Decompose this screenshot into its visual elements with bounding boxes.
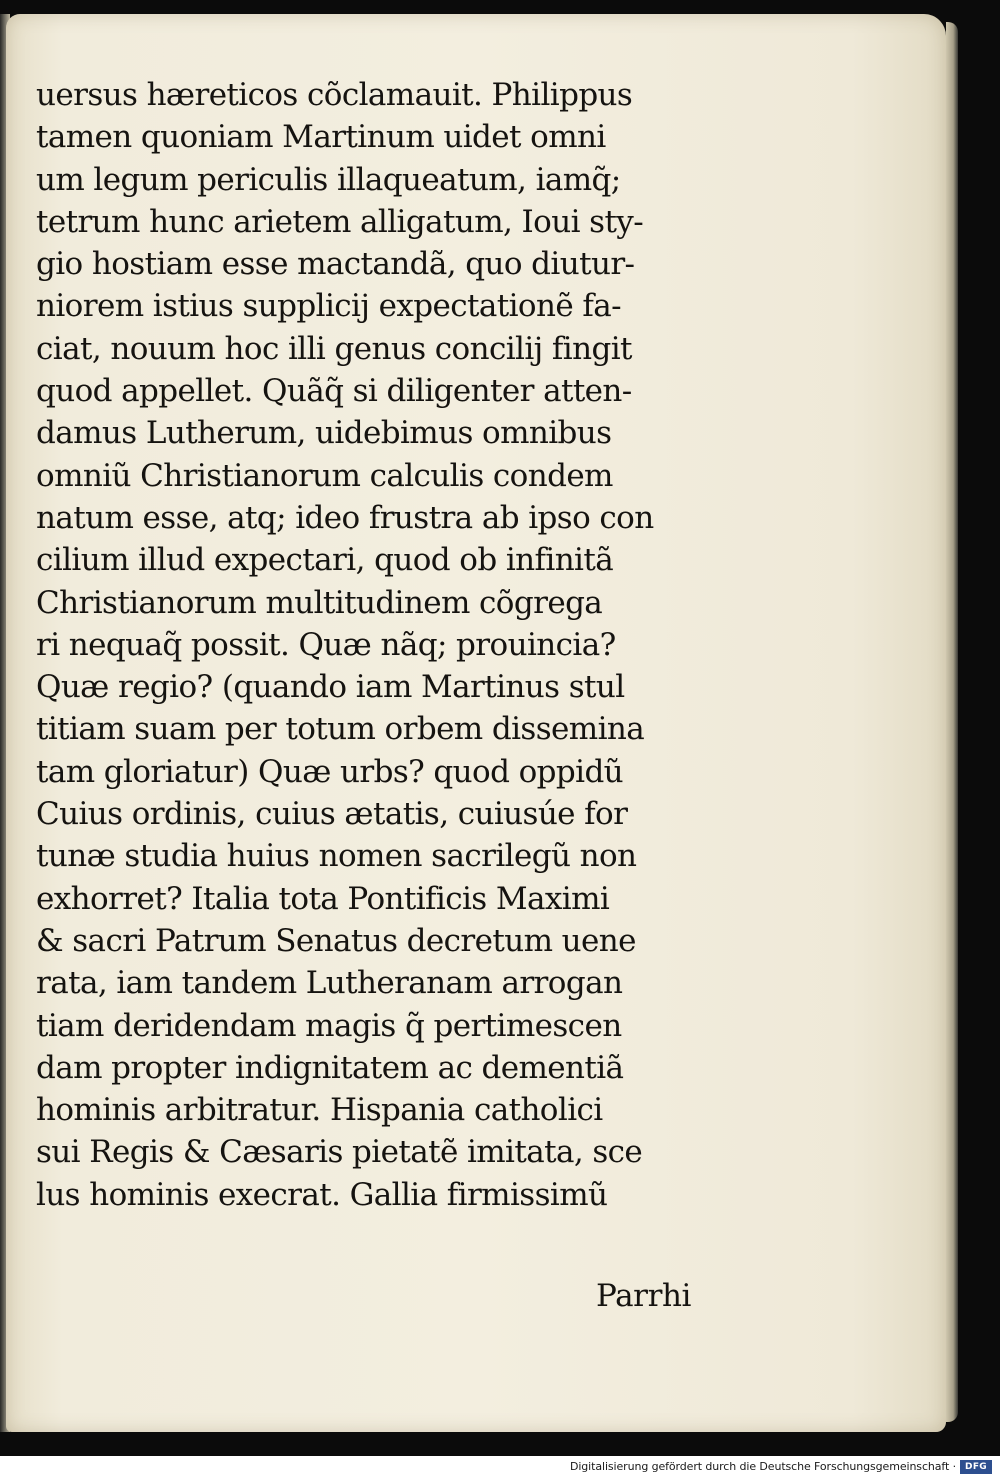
- funding-credit: Digitalisierung gefördert durch die Deutsche Forschungsgemeinschaft ·: [569, 1460, 956, 1473]
- text-line: uersus hæreticos cõclamauit. Philippus: [36, 77, 633, 113]
- text-line: damus Lutherum, uidebimus omnibus: [36, 415, 612, 452]
- dfg-logo[interactable]: DFG: [960, 1460, 992, 1474]
- text-line: sui Regis & Cæsaris pietatẽ imitata, sce: [36, 1134, 643, 1171]
- text-line: ri nequaq̃ possit. Quæ nãq; prouincia?: [36, 626, 616, 663]
- text-line: um legum periculis illaqueatum, iamq̃;: [36, 161, 621, 198]
- text-line: tam gloriatur) Quæ urbs? quod oppidũ: [36, 753, 624, 790]
- page-edge: [946, 22, 958, 1422]
- text-line: natum esse, atq; ideo frustra ab ipso con: [36, 499, 654, 536]
- text-line: niorem istius supplicij expectationẽ fa-: [36, 288, 621, 325]
- text-line: Cuius ordinis, cuius ætatis, cuiusúe for: [36, 796, 628, 833]
- text-line: omniũ Christianorum calculis condem: [36, 457, 613, 494]
- text-line: hominis arbitratur. Hispania catholici: [36, 1092, 603, 1129]
- text-line: exhorret? Italia tota Pontificis Maximi: [36, 880, 610, 917]
- text-line: cilium illud expectari, quod ob infinitã: [36, 542, 614, 579]
- text-line: gio hostiam esse mactandã, quo diutur-: [36, 246, 635, 283]
- text-line: tetrum hunc arietem alligatum, Ioui sty-: [36, 203, 644, 240]
- text-line: Christianorum multitudinem cõgrega: [36, 584, 603, 621]
- text-line: Quæ regio? (quando iam Martinus stul: [36, 669, 625, 706]
- page-text: [36, 74, 736, 1216]
- text-line: rata, iam tandem Lutheranam arrogan: [36, 965, 623, 1002]
- text-line: ciat, nouum hoc illi genus concilij fingit: [36, 330, 632, 367]
- text-line: & sacri Patrum Senatus decretum uene: [36, 922, 636, 959]
- text-line: tunæ studia huius nomen sacrilegũ non: [36, 838, 637, 875]
- text-line: quod appellet. Quãq̃ si diligenter atten-: [36, 373, 632, 410]
- text-line: titiam suam per totum orbem dissemina: [36, 711, 645, 748]
- text-line: lus hominis execrat. Gallia firmissimũ: [36, 1176, 608, 1213]
- text-line: tamen quoniam Martinum uidet omni: [36, 119, 606, 156]
- footer-bar: [0, 1456, 1000, 1478]
- catchword: Parrhi: [596, 1278, 692, 1314]
- text-line: dam propter indignitatem ac dementiã: [36, 1049, 624, 1086]
- text-line: tiam deridendam magis q̃ pertimescen: [36, 1007, 622, 1044]
